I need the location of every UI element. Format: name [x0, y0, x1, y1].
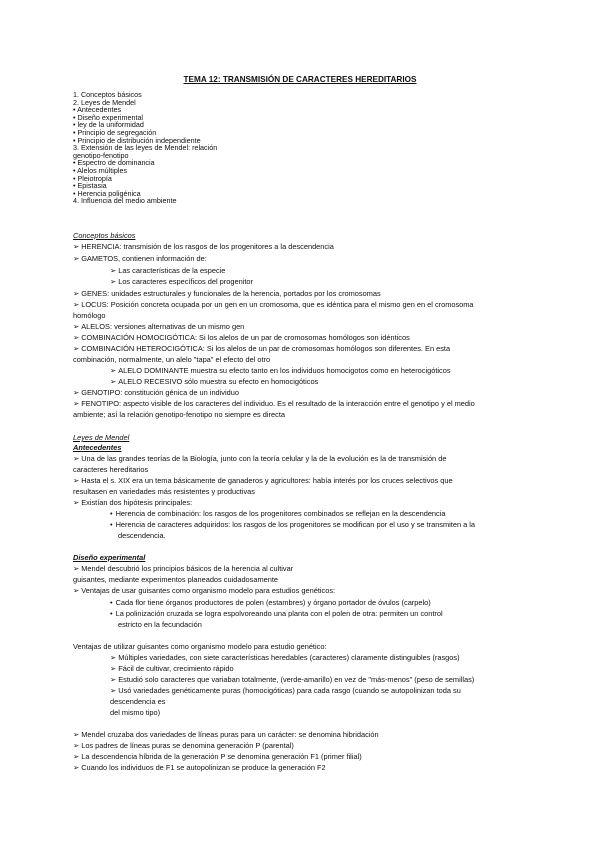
- term: FENOTIPO:: [81, 399, 122, 408]
- definition-text: constitución génica de un individuo: [122, 388, 239, 397]
- list-item: ➢ Mendel descubrió los principios básicos de la herencia al cultivar: [73, 564, 293, 573]
- advantage-item: • Cada flor tiene órganos productores de polen (estambres) y órgano portador de óvulos (carpelo): [110, 598, 431, 607]
- term: GENOTIPO:: [81, 388, 123, 397]
- toc-item: • Antecedentes: [73, 105, 122, 115]
- definition-continuation: ambiente; así la relación genotipo-fenotipo no siempre es directa: [73, 410, 285, 419]
- toc-item: • Epistasia: [73, 181, 107, 191]
- definition-text: transmisión de los rasgos de los progenitores a la descendencia: [121, 242, 334, 251]
- term: COMBINACIÓN HOMOCIGÓTICA:: [81, 333, 197, 342]
- term: GENES:: [81, 289, 110, 298]
- hypothesis-item: • Herencia de combinación: los rasgos de los progenitores combinados se reflejan en la descendencia: [110, 509, 446, 518]
- term: ALELOS:: [81, 322, 113, 331]
- definition-genes: [73, 289, 381, 298]
- list-item-continuation: caracteres hereditarios: [73, 465, 149, 474]
- definition-continuation: homólogo: [73, 311, 106, 320]
- advantage-item: ➢ Fácil de cultivar, crecimiento rápido: [110, 664, 234, 673]
- toc-item: • Diseño experimental: [73, 112, 144, 122]
- definition-heterocigotica: [73, 344, 450, 353]
- definition-text: contienen información de:: [120, 254, 207, 263]
- subsection-heading-antecedentes: Antecedentes: [73, 443, 122, 452]
- term: ALELO RECESIVO: [118, 377, 183, 386]
- definition-gametos: [73, 254, 207, 263]
- definition-fenotipo: [73, 399, 475, 408]
- toc-item: • Herencia poligénica: [73, 188, 141, 198]
- list-item: ➢ Mendel cruzaba dos variedades de líneas puras para un carácter: se denomina hibridación: [73, 730, 379, 739]
- definition-text: aspecto visible de los caracteres del individuo. Es el resultado de la interacción entre el genotipo y el medio: [121, 399, 475, 408]
- subsection-heading-diseno: Diseño experimental: [73, 553, 146, 562]
- hypothesis-continuation: descendencia.: [118, 531, 166, 540]
- gametos-sub-item: ➢ Las características de la especie: [110, 266, 225, 275]
- definition-text: sólo muestra su efecto en homocigóticos: [182, 377, 319, 386]
- hypothesis-item: • Herencia de caracteres adquiridos: los rasgos de los progenitores se modifican por el uso y se transmiten a la: [110, 520, 475, 529]
- advantage-item: • La polinización cruzada se logra espolvoreando una planta con el polen de otra: permiten un control: [110, 609, 443, 618]
- section-heading-leyes: Leyes de Mendel: [73, 433, 130, 442]
- list-item-continuation: guisantes, mediante experimentos planeados cuidadosamente: [73, 575, 279, 584]
- definition-text: versiones alternativas de un mismo gen: [112, 322, 245, 331]
- list-item: ➢ La descendencia híbrida de la generación P se denomina generación F1 (primer filial): [73, 752, 362, 761]
- list-item: ➢ Los padres de líneas puras se denomina generación P (parental): [73, 741, 294, 750]
- advantage-continuation: estricto en la fecundación: [118, 620, 202, 629]
- definition-herencia: [73, 242, 334, 251]
- definition-homocigotica: [73, 333, 410, 342]
- definition-text: Posición concreta ocupada por un gen en un cromosoma, que es idéntica para el mismo gen en el cromosoma: [108, 300, 474, 309]
- list-item: ➢ Una de las grandes teorías de la Biología, junto con la teoría celular y la de la evolución es la de transmisión de: [73, 454, 446, 463]
- toc-item: • Espectro de dominancia: [73, 158, 155, 168]
- term: LOCUS:: [81, 300, 109, 309]
- list-item: ➢ Cuando los individuos de F1 se autopolinizan se produce la generación F2: [73, 763, 326, 772]
- toc-item: • ley de la uniformidad: [73, 120, 144, 130]
- definition-alelo-dominante: [110, 366, 451, 375]
- toc-item: • Principio de distribución independiente: [73, 135, 201, 145]
- definition-locus: [73, 300, 474, 309]
- toc-item: 3. Extensión de las leyes de Mendel: relación: [73, 143, 218, 153]
- definition-text: Si los alelos de un par de cromosomas homólogos son idénticos: [197, 333, 410, 342]
- definition-text: Si los alelos de un par de cromosomas homólogos son diferentes. En esta: [204, 344, 451, 353]
- gametos-sub-item: ➢ Los caracteres específicos del progenitor: [110, 277, 253, 286]
- definition-alelo-recesivo: [110, 377, 318, 386]
- toc-item: 4. Influencia del medio ambiente: [73, 196, 177, 206]
- list-item: ➢ Existían dos hipótesis principales:: [73, 498, 192, 507]
- definition-alelos: [73, 322, 244, 331]
- list-item: ➢ Hasta el s. XIX era un tema básicamente de ganaderos y agricultores: había interés por los cruces selectivos que: [73, 476, 453, 485]
- paragraph-heading-ventajas: Ventajas de utilizar guisantes como organismo modelo para estudio genético:: [73, 642, 327, 651]
- definition-text: unidades estructurales y funcionales de la herencia, portados por los cromosomas: [109, 289, 381, 298]
- definition-continuation: combinación, normalmente, un alelo "tapa" el efecto del otro: [73, 355, 271, 364]
- definition-genotipo: [73, 388, 239, 397]
- advantage-continuation: del mismo tipo): [110, 708, 161, 717]
- term: HERENCIA:: [81, 242, 122, 251]
- term: ALELO DOMINANTE: [118, 366, 189, 375]
- table-of-contents: [73, 91, 217, 205]
- toc-item: genotipo-fenotipo: [73, 150, 129, 160]
- advantage-item: ➢ Múltiples variedades, con siete características heredables (caracteres) claramente distinguibles (rasgos): [110, 653, 460, 662]
- advantage-item: ➢ Estudió solo caracteres que variaban totalmente, (verde-amarillo) en vez de "más-menos" (peso de semillas): [110, 675, 474, 684]
- advantage-item: ➢ Usó variedades genéticamente puras (homocigóticas) para cada rasgo (cuando se autopolinizan toda su: [110, 686, 461, 695]
- toc-item: 2. Leyes de Mendel: [73, 97, 136, 107]
- advantage-continuation: descendencia es: [110, 697, 166, 706]
- toc-item: • Principio de segregación: [73, 127, 157, 137]
- toc-item: • Alelos múltiples: [73, 165, 128, 175]
- definition-text: muestra su efecto tanto en los individuos homocigotos como en heterocigóticos: [188, 366, 451, 375]
- toc-item: 1. Conceptos básicos: [73, 90, 142, 99]
- list-item-continuation: resultasen en variedades más resistentes y productivas: [73, 487, 255, 496]
- section-heading-conceptos: Conceptos básicos: [73, 231, 136, 240]
- term: GAMETOS,: [81, 254, 121, 263]
- list-item: ➢ Ventajas de usar guisantes como organismo modelo para estudios genéticos:: [73, 586, 335, 595]
- page-title: TEMA 12: TRANSMISIÓN DE CARACTERES HEREDITARIOS: [183, 75, 417, 84]
- term: COMBINACIÓN HETEROCIGÓTICA:: [81, 344, 205, 353]
- toc-item: • Pleiotropía: [73, 173, 112, 183]
